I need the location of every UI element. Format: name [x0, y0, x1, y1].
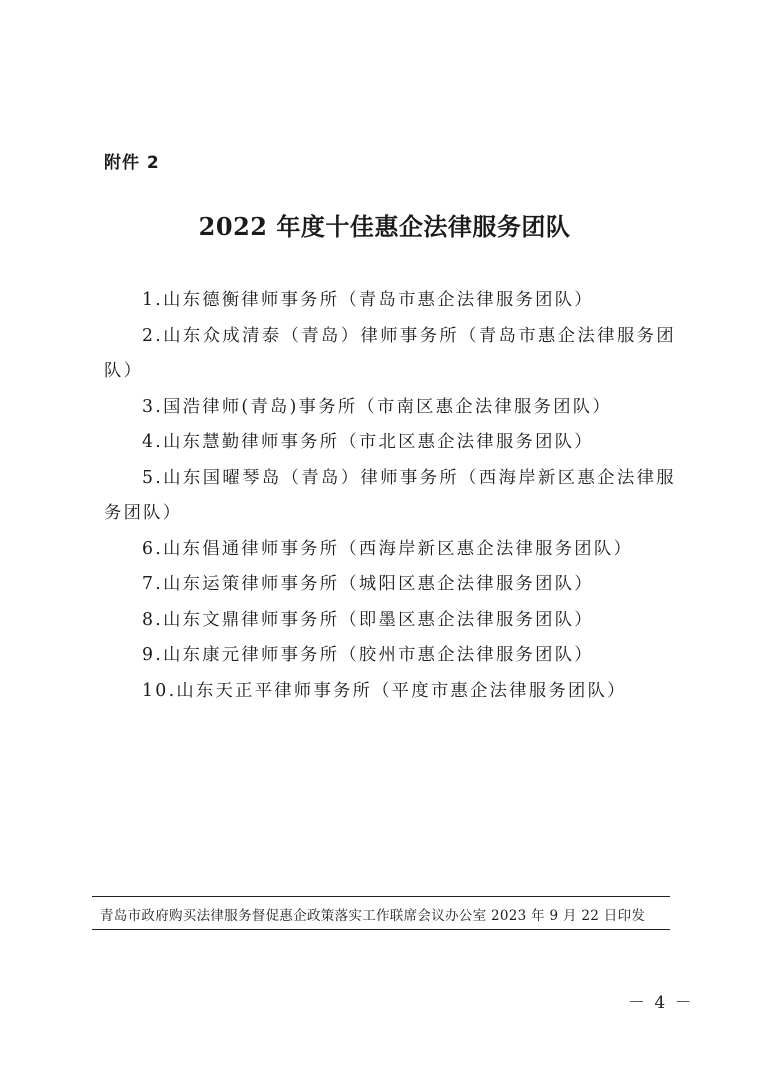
- footer-divider-bottom: [92, 929, 670, 930]
- list-item: 2.山东众成清泰（青岛）律师事务所（青岛市惠企法律服务团队）: [104, 325, 676, 381]
- list-item: 6.山东倡通律师事务所（西海岸新区惠企法律服务团队）: [142, 538, 634, 559]
- team-list: [104, 283, 676, 709]
- page-title: 2022 年度十佳惠企法律服务团队: [198, 212, 571, 241]
- list-item: 10.山东天正平律师事务所（平度市惠企法律服务团队）: [142, 680, 627, 701]
- footer-divider-top: [92, 896, 670, 897]
- page-number: － 4 －: [628, 993, 694, 1013]
- attachment-label: 附件 2: [104, 153, 160, 173]
- footer-issuer: 青岛市政府购买法律服务督促惠企政策落实工作联席会议办公室 2023 年 9 月 22 日印发: [100, 908, 646, 924]
- list-item: 3.国浩律师(青岛)事务所（市南区惠企法律服务团队）: [142, 396, 612, 417]
- list-item: 4.山东慧勤律师事务所（市北区惠企法律服务团队）: [142, 432, 594, 452]
- list-item: 5.山东国曜琴岛（青岛）律师事务所（西海岸新区惠企法律服务团队）: [104, 467, 676, 523]
- list-item: 8.山东文鼎律师事务所（即墨区惠企法律服务团队）: [142, 609, 594, 630]
- list-item: 1.山东德衡律师事务所（青岛市惠企法律服务团队）: [142, 290, 594, 310]
- list-item: 9.山东康元律师事务所（胶州市惠企法律服务团队）: [142, 645, 594, 665]
- list-item: 7.山东运策律师事务所（城阳区惠企法律服务团队）: [142, 574, 594, 594]
